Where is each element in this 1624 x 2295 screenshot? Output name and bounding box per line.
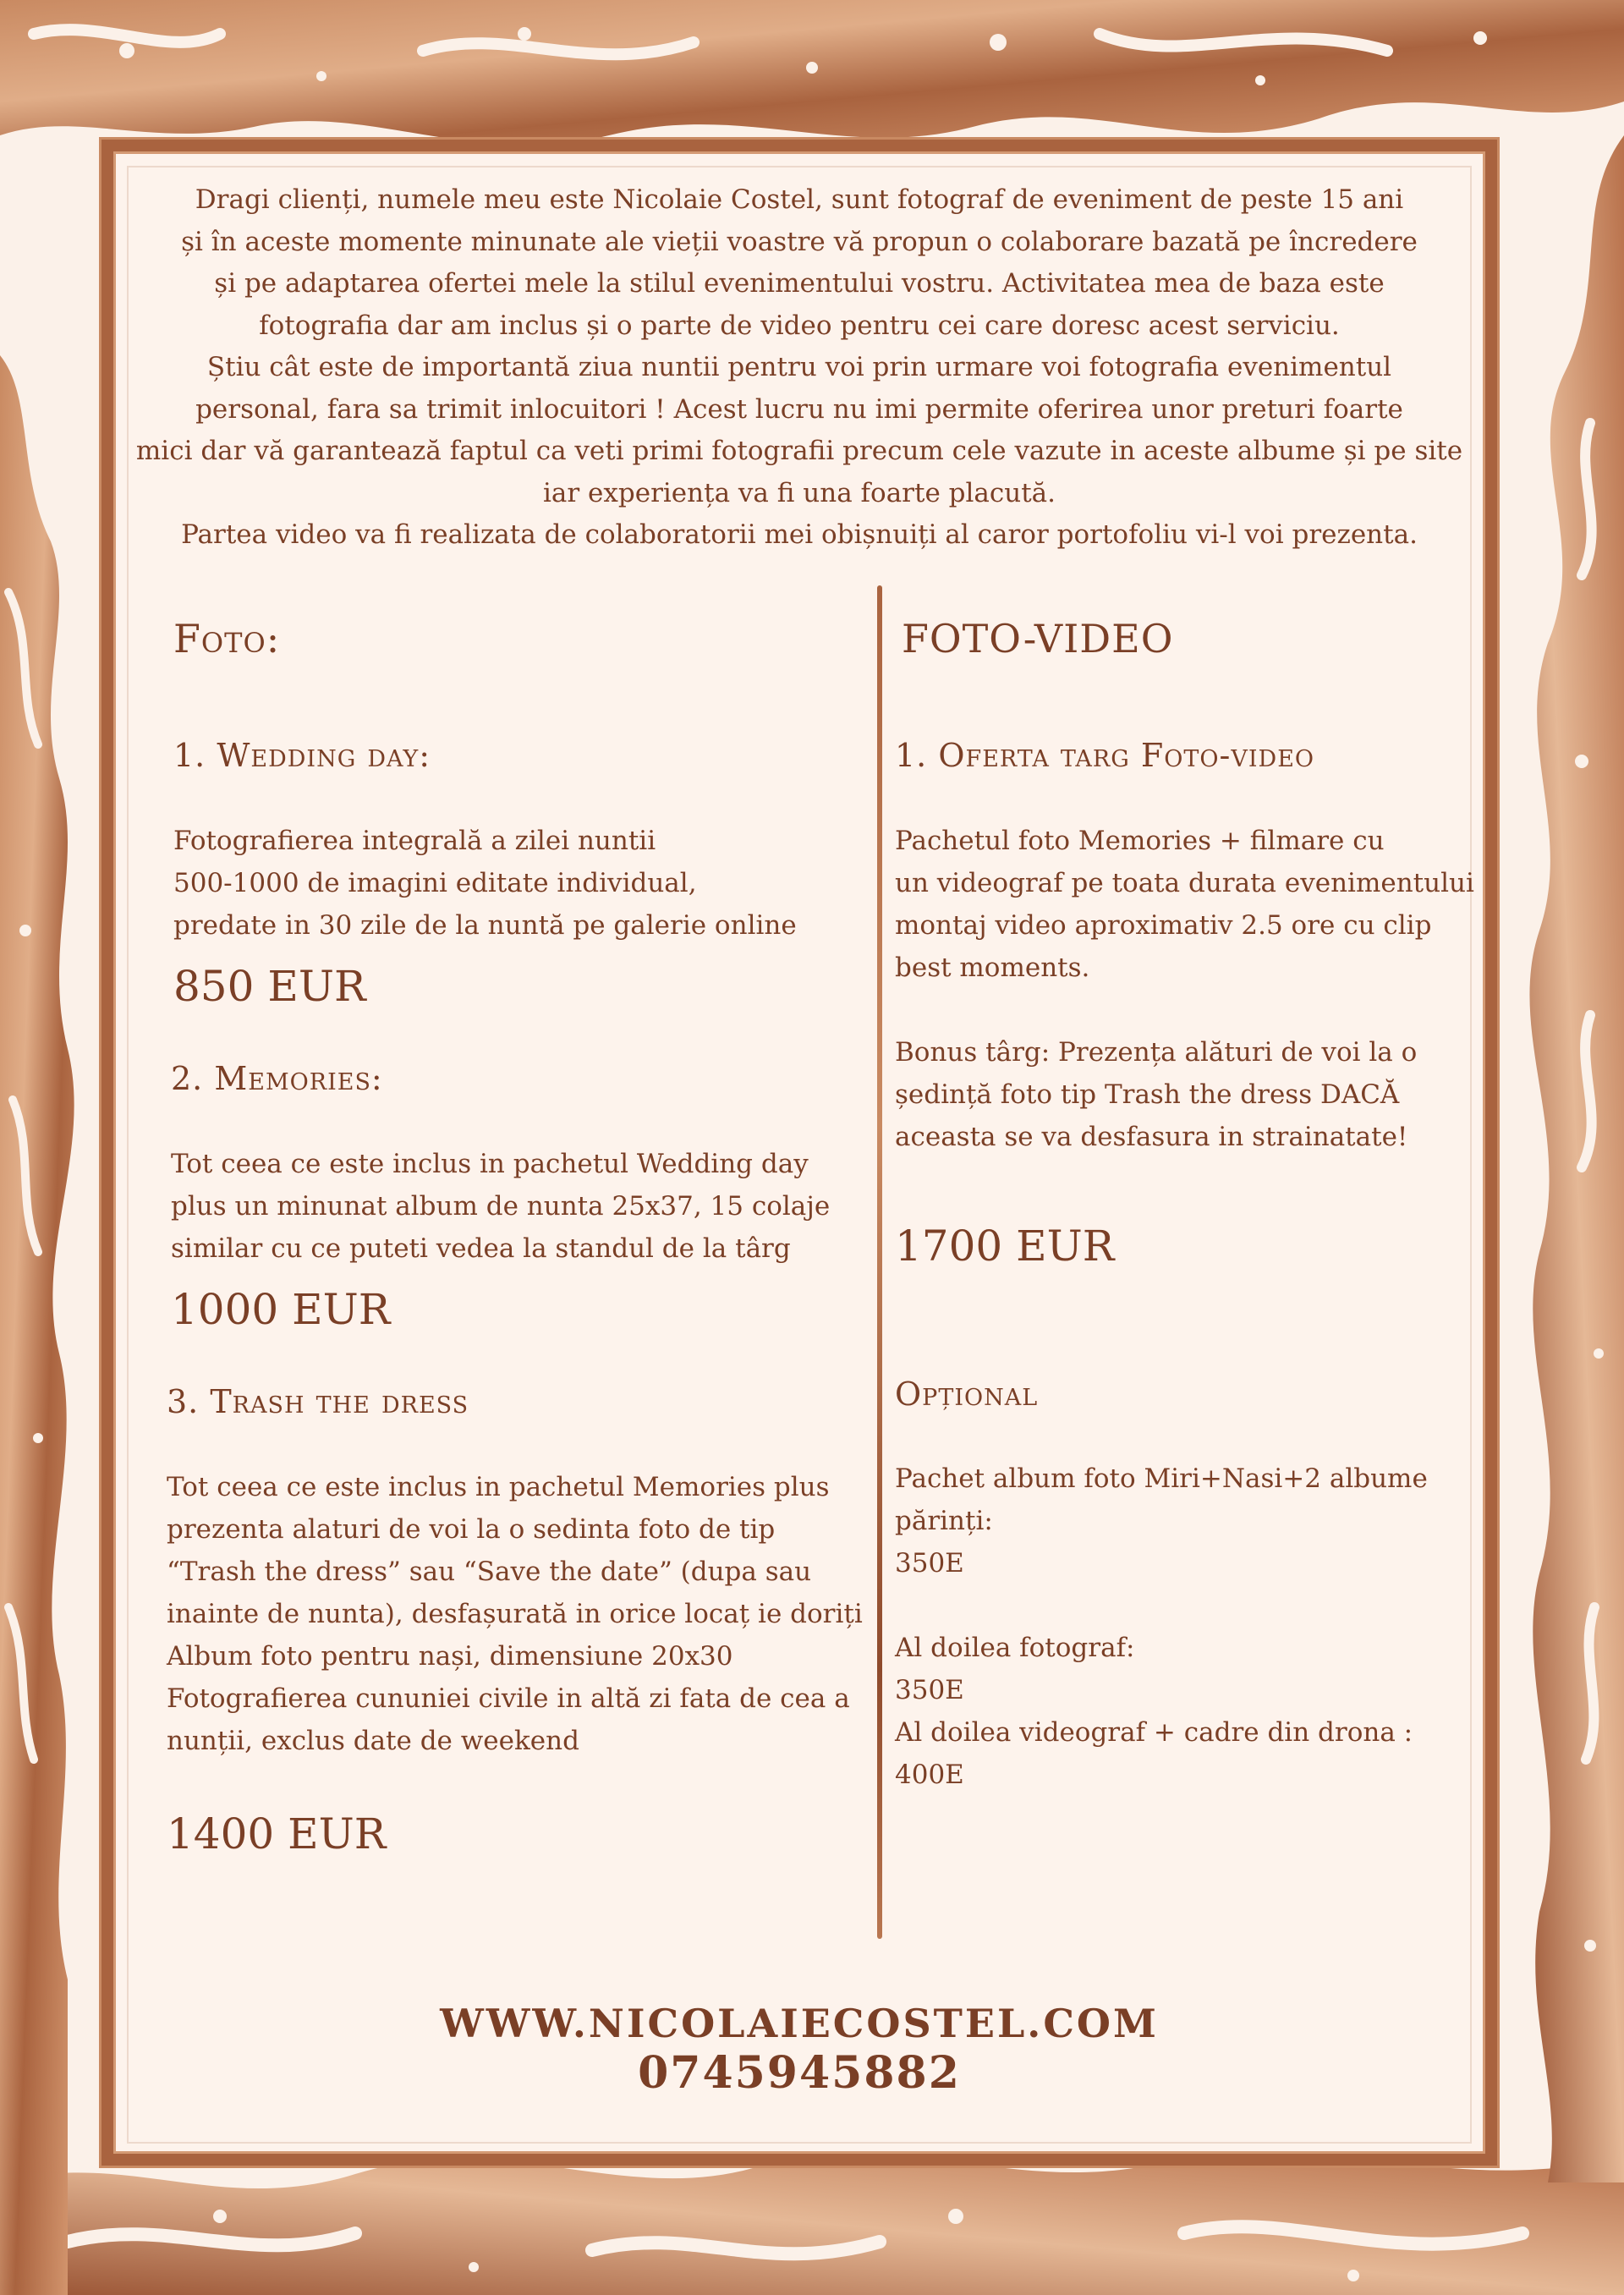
- package-memories-line: similar cu ce puteti vedea la standul de la târg: [171, 1233, 791, 1264]
- intro-line: și pe adaptarea ofertei mele la stilul evenimentului vostru. Activitatea mea de baza este: [214, 268, 1385, 299]
- optional-title: Opțional: [895, 1375, 1039, 1413]
- package-memories-line: plus un minunat album de nunta 25x37, 15 colaje: [171, 1191, 831, 1222]
- package-memories-title: 2. Memories:: [171, 1060, 383, 1097]
- optional-line: 350E: [895, 1548, 964, 1578]
- intro-line: Partea video va fi realizata de colaboratorii mei obișnuiți al caror portofoliu vi-l voi prezenta.: [181, 519, 1418, 550]
- bonus-line: aceasta se va desfasura in strainatate!: [895, 1122, 1408, 1152]
- package-trash-the-dress-line: nunții, exclus date de weekend: [167, 1726, 579, 1756]
- package-trash-the-dress-line: “Trash the dress” sau “Save the date” (dupa sau: [167, 1557, 812, 1587]
- offer-targ-price: 1700 EUR: [895, 1222, 1115, 1271]
- package-trash-the-dress-title: 3. Trash the dress: [167, 1383, 469, 1420]
- intro-line: mici dar vă garantează faptul ca veti primi fotografii precum cele vazute in aceste albume și pe site: [135, 436, 1463, 466]
- column-divider: [877, 585, 882, 1939]
- package-trash-the-dress-line: prezenta alaturi de voi la o sedinta foto de tip: [167, 1514, 776, 1545]
- offer-targ-line: Pachetul foto Memories + filmare cu: [895, 826, 1385, 856]
- package-memories-line: Tot ceea ce este inclus in pachetul Wedding day: [171, 1149, 809, 1179]
- bonus-line: Bonus târg: Prezența alături de voi la o: [895, 1037, 1418, 1068]
- package-wedding-day-price: 850 EUR: [173, 962, 366, 1011]
- package-trash-the-dress-line: Fotografierea cununiei civile in altă zi fata de cea a: [167, 1683, 850, 1714]
- intro-paragraph: [135, 179, 1463, 557]
- optional-line: părinți:: [895, 1506, 993, 1536]
- optional-line: 350E: [895, 1675, 964, 1705]
- package-trash-the-dress-line: Tot ceea ce este inclus in pachetul Memories plus: [167, 1472, 830, 1502]
- intro-line: personal, fara sa trimit inlocuitori ! Acest lucru nu imi permite oferirea unor preturi foarte: [195, 393, 1403, 425]
- bonus-line: ședință foto tip Trash the dress DACĂ: [895, 1079, 1400, 1110]
- intro-line: fotografia dar am inclus și o parte de video pentru cei care doresc acest serviciu.: [259, 310, 1340, 341]
- package-trash-the-dress-line: Album foto pentru nași, dimensiune 20x30: [167, 1641, 733, 1672]
- website-link[interactable]: WWW.NICOLAIECOSTEL.COM: [440, 2001, 1159, 2046]
- optional-line: 400E: [895, 1760, 964, 1790]
- package-wedding-day-line: predate in 30 zile de la nuntă pe galerie online: [173, 910, 797, 941]
- offer-targ-line: un videograf pe toata durata evenimentului: [895, 868, 1474, 898]
- package-wedding-day-line: Fotografierea integrală a zilei nuntii: [173, 826, 656, 856]
- package-trash-the-dress-line: inainte de nunta), desfașurată in orice locaț ie doriți: [167, 1599, 863, 1629]
- package-memories-price: 1000 EUR: [171, 1285, 391, 1334]
- intro-line: iar experiența va fi una foarte placută.: [542, 477, 1056, 508]
- intro-line: Știu cât este de importantă ziua nuntii pentru voi prin urmare voi fotografia evenimentul: [206, 352, 1392, 382]
- package-wedding-day-title: 1. Wedding day:: [173, 737, 431, 774]
- intro-line: și în aceste momente minunate ale vieții voastre vă propun o colaborare bazată pe încredere: [181, 226, 1418, 257]
- optional-line: Pachet album foto Miri+Nasi+2 albume: [895, 1463, 1428, 1494]
- optional-line: Al doilea fotograf:: [895, 1633, 1135, 1663]
- package-trash-the-dress-price: 1400 EUR: [167, 1809, 387, 1859]
- foto-video-title: FOTO-VIDEO: [902, 616, 1174, 662]
- offer-targ-line: montaj video aproximativ 2.5 ore cu clip: [895, 910, 1432, 941]
- intro-line: Dragi clienți, numele meu este Nicolaie Costel, sunt fotograf de eveniment de peste 15 ani: [195, 184, 1404, 215]
- offer-targ-title: 1. Oferta targ Foto-video: [895, 737, 1315, 774]
- optional-line: Al doilea videograf + cadre din drona :: [895, 1717, 1413, 1748]
- foto-title: Foto:: [173, 616, 281, 662]
- phone-number[interactable]: 0745945882: [638, 2047, 961, 2099]
- package-wedding-day-line: 500-1000 de imagini editate individual,: [173, 868, 697, 898]
- offer-targ-line: best moments.: [895, 953, 1090, 983]
